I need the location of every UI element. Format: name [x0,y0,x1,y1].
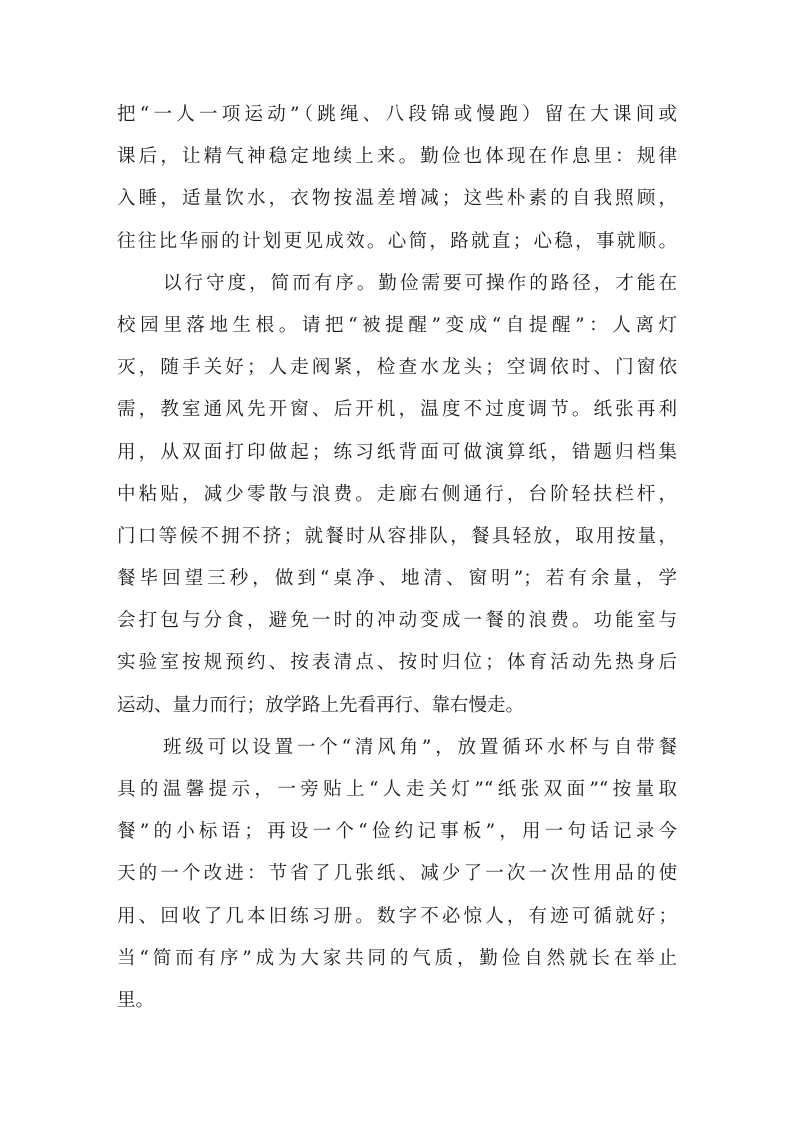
text-line: 运动、量力而行；放学路上先看再行、靠右慢走。 [117,694,525,716]
text-line: 用、回收了几本旧练习册。数字不必惊人，有迹可循就好； [117,905,677,927]
text-line: 把“一人一项运动”（跳绳、八段锦或慢跑）留在大课间或 [117,104,677,125]
text-line: 里。 [117,989,155,1011]
body-text [117,94,677,1022]
text-line: 灭，随手关好；人走阀紧，检查水龙头；空调依时、门窗依 [117,357,677,379]
text-line: 往往比华丽的计划更见成效。心简，路就直；心稳，事就顺。 [117,230,677,252]
text-line: 当“简而有序”成为大家共同的气质，勤俭自然就长在举止 [117,947,677,969]
text-line: 门口等候不拥不挤；就餐时从容排队，餐具轻放，取用按量， [117,525,677,547]
paragraph-1 [117,94,677,263]
paragraph-2 [117,263,677,727]
text-line: 以行守度，简而有序。勤俭需要可操作的路径，才能在 [163,272,677,294]
text-line: 具的温馨提示，一旁贴上“人走关灯”“纸张双面”“按量取 [117,779,677,800]
text-line: 课后，让精气神稳定地续上来。勤俭也体现在作息里：规律 [117,146,677,168]
text-line: 校园里落地生根。请把“被提醒”变成“自提醒”：人离灯 [117,314,677,336]
paragraph-3 [117,727,677,1022]
text-line: 中粘贴，减少零散与浪费。走廊右侧通行，台阶轻扶栏杆， [117,483,677,505]
text-line: 班级可以设置一个“清风角”，放置循环水杯与自带餐 [163,736,677,758]
text-line: 入睡，适量饮水，衣物按温差增减；这些朴素的自我照顾， [117,188,677,210]
text-line: 实验室按规预约、按表清点、按时归位；体育活动先热身后 [117,652,677,674]
text-line: 会打包与分食，避免一时的冲动变成一餐的浪费。功能室与 [117,610,677,632]
text-line: 天的一个改进：节省了几张纸、减少了一次一次性用品的使 [117,863,677,885]
text-line: 餐毕回望三秒，做到“桌净、地清、窗明”；若有余量，学 [117,568,677,590]
text-line: 餐”的小标语；再设一个“俭约记事板”，用一句话记录今 [117,821,677,843]
text-line: 需，教室通风先开窗、后开机，温度不过度调节。纸张再利 [117,399,677,421]
text-line: 用，从双面打印做起；练习纸背面可做演算纸，错题归档集 [117,441,677,463]
